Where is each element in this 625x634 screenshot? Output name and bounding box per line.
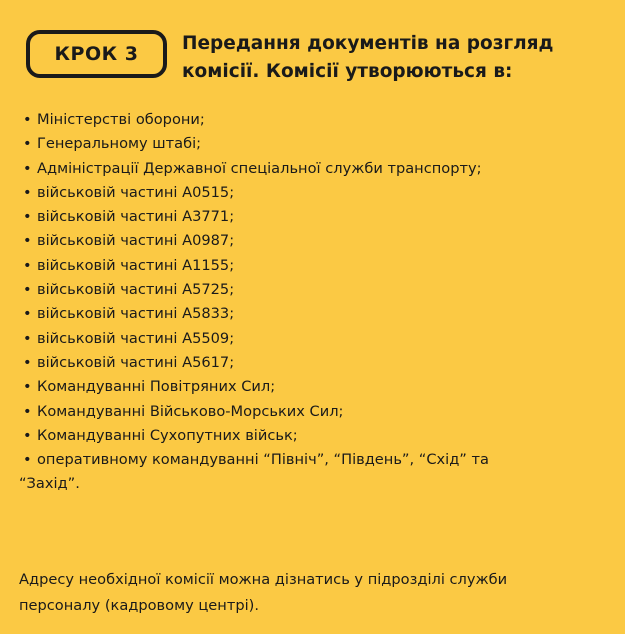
bullet-icon: •	[23, 208, 32, 226]
list-item	[19, 132, 609, 156]
bullet-icon: •	[23, 353, 32, 371]
list-item	[19, 375, 609, 399]
list-item-text: військовій частині А3771;	[37, 208, 235, 226]
step-badge-label: КРОК 3	[54, 43, 139, 65]
list-item	[19, 448, 609, 472]
bullet-icon: •	[23, 329, 32, 347]
list-item-continuation-text: “Захід”.	[19, 475, 80, 493]
commission-list	[19, 108, 609, 497]
bullet-icon: •	[23, 402, 32, 420]
list-item-text: військовій частині А5725;	[37, 281, 235, 299]
list-item-text: військовій частині А5617;	[37, 353, 235, 371]
heading-line-1: Передання документів на розгляд	[182, 33, 554, 54]
list-item-text: Командуванні Повітряних Сил;	[37, 378, 276, 396]
list-item-text: військовій частині А1155;	[37, 256, 235, 274]
footer-line-2: персоналу (кадровому центрі).	[19, 597, 259, 614]
bullet-icon: •	[23, 426, 32, 444]
bullet-icon: •	[23, 451, 32, 469]
bullet-icon: •	[23, 281, 32, 299]
list-item-text: військовій частині А5833;	[37, 305, 235, 323]
bullet-icon: •	[23, 305, 32, 323]
list-item-text: Генеральному штабі;	[37, 135, 202, 153]
list-item-text: Командуванні Військово-Морських Сил;	[37, 402, 344, 420]
bullet-icon: •	[23, 111, 32, 128]
list-item-text: Командуванні Сухопутних військ;	[37, 426, 298, 444]
footer-line-1: Адресу необхідної комісії можна дізнатись у підрозділі служби	[19, 571, 508, 588]
heading-line-2: комісії. Комісії утворюються в:	[182, 61, 513, 82]
list-item-text: Міністерстві оборони;	[37, 111, 205, 128]
step-heading	[182, 30, 612, 86]
bullet-icon: •	[23, 232, 32, 250]
bullet-icon: •	[23, 135, 32, 153]
list-item	[19, 400, 609, 424]
bullet-icon: •	[23, 256, 32, 274]
list-item-text: військовій частині А5509;	[37, 329, 235, 347]
list-item	[19, 424, 609, 448]
step-badge	[26, 30, 167, 78]
list-item	[19, 351, 609, 375]
list-item-text: Адміністрації Державної спеціальної служби транспорту;	[37, 159, 482, 177]
list-item	[19, 205, 609, 229]
list-item	[19, 157, 609, 181]
list-item	[19, 254, 609, 278]
list-item	[19, 327, 609, 351]
list-item-text: військовій частині А0987;	[37, 232, 235, 250]
list-item-continuation	[19, 472, 609, 496]
list-item	[19, 302, 609, 326]
footer-note	[19, 567, 614, 619]
list-item	[19, 229, 609, 253]
list-item	[19, 181, 609, 205]
list-item-text: оперативному командуванні “Північ”, “Південь”, “Схід” та	[37, 451, 489, 469]
list-item	[19, 108, 609, 132]
list-item-text: військовій частині А0515;	[37, 183, 235, 201]
list-item	[19, 278, 609, 302]
bullet-icon: •	[23, 378, 32, 396]
bullet-icon: •	[23, 183, 32, 201]
bullet-icon: •	[23, 159, 32, 177]
